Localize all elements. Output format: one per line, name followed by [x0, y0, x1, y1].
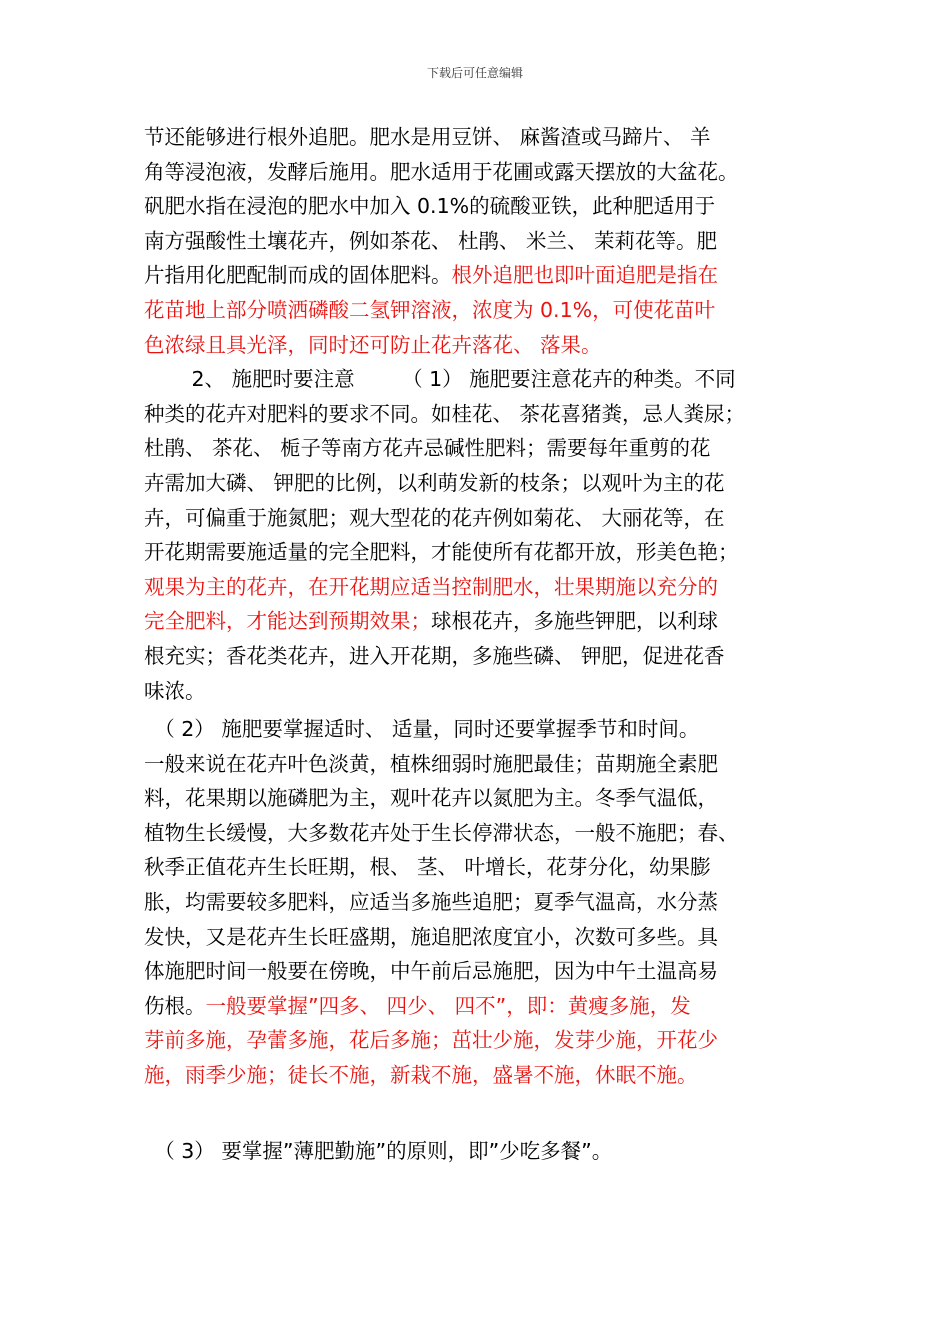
- text-line: [144, 570, 814, 605]
- text-line: [144, 747, 814, 782]
- text-line: [144, 920, 814, 955]
- text-line: [144, 431, 814, 466]
- body-text: （ 2） 施肥要掌握适时、 适量，同时还要掌握季节和时间。: [144, 717, 700, 741]
- body-text: 一般来说在花卉叶色淡黄，植株细弱时施肥最佳；苗期施全素肥: [144, 751, 718, 776]
- text-line: [144, 258, 814, 293]
- body-text: 根充实；香花类花卉，进入开花期，多施些磷、 钾肥，促进花香: [144, 643, 725, 668]
- text-line: [144, 1058, 814, 1093]
- body-text: 2、 施肥时要注意 （ 1） 施肥要注意花卉的种类。不同: [144, 367, 736, 392]
- text-line: [144, 674, 814, 709]
- text-line: [144, 816, 814, 851]
- body-text: （ 3） 要掌握”薄肥勤施”的原则，即”少吃多餐”。: [144, 1139, 613, 1163]
- text-line: [144, 781, 814, 816]
- body-text: 胀，均需要较多肥料，应适当多施些追肥；夏季气温高，水分蒸: [144, 889, 718, 914]
- text-line: [144, 954, 814, 989]
- highlighted-text: 花苗地上部分喷洒磷酸二氢钾溶液，浓度为 0.1%，可使花苗叶: [144, 297, 716, 322]
- body-text: 杜鹃、 茶花、 栀子等南方花卉忌碱性肥料；需要每年重剪的花: [144, 436, 711, 461]
- body-text: 发快，又是花卉生长旺盛期，施追肥浓度宜小，次数可多些。具: [144, 924, 718, 949]
- text-line: [144, 885, 814, 920]
- page-header: 下载后可任意编辑: [426, 66, 523, 80]
- text-line: [144, 712, 814, 747]
- highlighted-text: 完全肥料，才能达到预期效果；: [144, 609, 431, 634]
- body-text: 秋季正值花卉生长旺期，根、 茎、 叶增长，花芽分化，幼果膨: [144, 855, 711, 880]
- paragraph-block-timing: [144, 712, 814, 1093]
- text-line: [144, 850, 814, 885]
- text-line: [144, 1134, 814, 1169]
- highlighted-text: 色浓绿且具光泽，同时还可防止花卉落花、 落果。: [144, 332, 602, 357]
- text-line: [144, 639, 814, 674]
- text-line: [144, 989, 814, 1024]
- text-line: [144, 293, 814, 328]
- text-line: [144, 501, 814, 536]
- text-line: [144, 120, 814, 155]
- body-text: 体施肥时间一般要在傍晚，中午前后忌施肥，因为中午土温高易: [144, 959, 718, 984]
- body-text: 味浓。: [144, 678, 206, 703]
- highlighted-text: 施，雨季少施；徒长不施，新栽不施，盛暑不施，休眠不施。: [144, 1062, 698, 1087]
- paragraph-block-thin-fertilizer: [144, 1134, 814, 1169]
- paragraph-block-fertilizer-types: [144, 120, 814, 708]
- text-line: [144, 604, 814, 639]
- body-text: 卉需加大磷、 钾肥的比例，以利萌发新的枝条；以观叶为主的花: [144, 470, 725, 495]
- highlighted-text: 芽前多施，孕蕾多施，花后多施；茁壮少施，发芽少施，开花少: [144, 1028, 718, 1053]
- body-text: 节还能够进行根外追肥。肥水是用豆饼、 麻酱渣或马蹄片、 羊: [144, 125, 711, 149]
- highlighted-text: 观果为主的花卉，在开花期应适当控制肥水，壮果期施以充分的: [144, 574, 718, 599]
- text-line: [144, 155, 814, 190]
- body-text: 角等浸泡液，发酵后施用。肥水适用于花圃或露天摆放的大盆花。: [144, 159, 739, 184]
- body-text: 卉，可偏重于施氮肥；观大型花的花卉例如菊花、 大丽花等，在: [144, 505, 725, 530]
- text-line: [144, 362, 814, 397]
- body-text: 伤根。: [144, 993, 206, 1018]
- body-text: 片指用化肥配制而成的固体肥料。: [144, 263, 452, 288]
- text-line: [144, 466, 814, 501]
- text-line: [144, 397, 814, 432]
- text-line: [144, 224, 814, 259]
- highlighted-text: 一般要掌握”四多、 四少、 四不”，即：黄瘦多施，发: [205, 993, 691, 1018]
- body-text: 种类的花卉对肥料的要求不同。如桂花、 茶花喜猪粪，忌人粪尿；: [144, 401, 746, 426]
- body-text: 矾肥水指在浸泡的肥水中加入 0.1%的硫酸亚铁，此种肥适用于: [144, 194, 716, 219]
- body-text: 球根花卉，多施些钾肥，以利球: [431, 609, 718, 634]
- body-text: 料，花果期以施磷肥为主，观叶花卉以氮肥为主。冬季气温低，: [144, 786, 718, 811]
- body-text: 南方强酸性土壤花卉，例如茶花、 杜鹃、 米兰、 茉莉花等。肥: [144, 228, 718, 253]
- body-text: 开花期需要施适量的完全肥料，才能使所有花都开放，形美色艳；: [144, 540, 739, 565]
- text-line: [144, 535, 814, 570]
- body-text: 植物生长缓慢，大多数花卉处于生长停滞状态，一般不施肥；春、: [144, 820, 739, 845]
- text-line: [144, 189, 814, 224]
- highlighted-text: 根外追肥也即叶面追肥是指在: [451, 263, 718, 288]
- text-line: [144, 328, 814, 363]
- text-line: [144, 1023, 814, 1058]
